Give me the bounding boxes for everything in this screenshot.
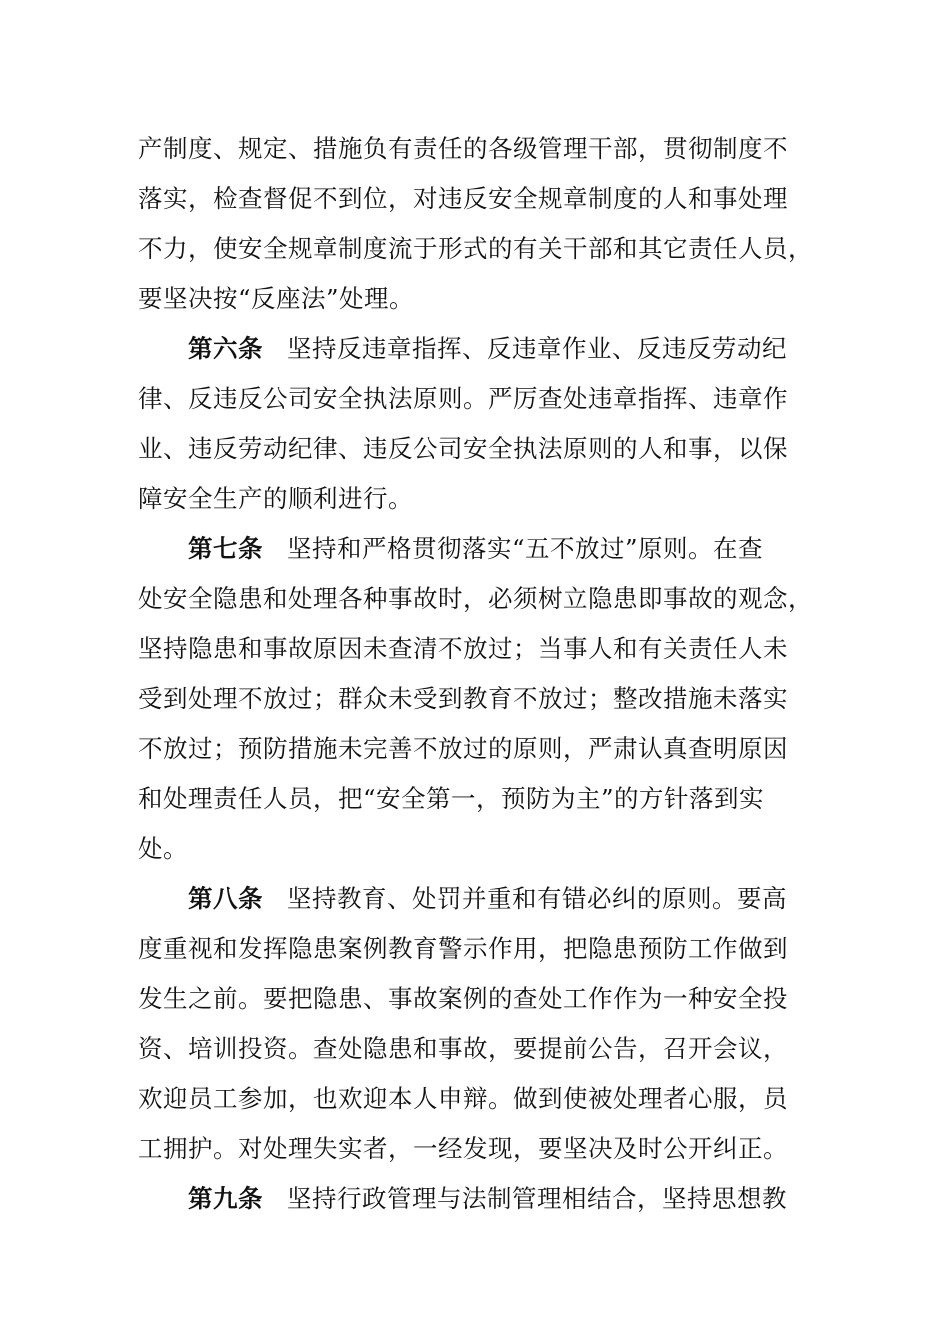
- article-label: 第七条: [188, 534, 263, 563]
- text-line: 产制度、规定、措施负有责任的各级管理干部，贯彻制度不: [138, 134, 788, 163]
- text-line: 处。: [138, 834, 188, 863]
- article-label: 第八条: [188, 884, 263, 913]
- text-line: 落实，检查督促不到位，对违反安全规章制度的人和事处理: [138, 184, 788, 213]
- text-line: [138, 874, 828, 924]
- article-8: [138, 874, 828, 1174]
- text-line: 工拥护。对处理失实者，一经发现，要坚决及时公开纠正。: [138, 1134, 788, 1163]
- text-line: 和处理责任人员，把“安全第一，预防为主”的方针落到实: [138, 784, 765, 813]
- text-line: 欢迎员工参加，也欢迎本人申辩。做到使被处理者心服，员: [138, 1084, 788, 1113]
- text-line: 不力，使安全规章制度流于形式的有关干部和其它责任人员，: [138, 234, 813, 263]
- text-line: 坚持隐患和事故原因未查清不放过；当事人和有关责任人未: [138, 634, 788, 663]
- text-line: 发生之前。要把隐患、事故案例的查处工作作为一种安全投: [138, 984, 788, 1013]
- document-body: [138, 124, 828, 1224]
- article-label: 第九条: [188, 1184, 263, 1213]
- article-text: 坚持教育、处罚并重和有错必纠的原则。要高: [287, 884, 787, 913]
- text-line: 度重视和发挥隐患案例教育警示作用，把隐患预防工作做到: [138, 934, 788, 963]
- text-line: 律、反违反公司安全执法原则。严厉查处违章指挥、违章作: [138, 384, 788, 413]
- text-line: [138, 524, 828, 574]
- text-line: 处安全隐患和处理各种事故时，必须树立隐患即事故的观念，: [138, 584, 813, 613]
- article-text: 坚持反违章指挥、反违章作业、反违反劳动纪: [287, 334, 787, 363]
- text-line: 不放过；预防措施未完善不放过的原则，严肃认真查明原因: [138, 734, 788, 763]
- paragraph-continuation: [138, 124, 828, 324]
- article-9: [138, 1174, 828, 1224]
- article-label: 第六条: [188, 334, 263, 363]
- article-text: 坚持和严格贯彻落实“五不放过”原则。在查: [287, 534, 764, 563]
- article-text: 坚持行政管理与法制管理相结合，坚持思想教: [287, 1184, 787, 1213]
- text-line: [138, 324, 828, 374]
- article-7: [138, 524, 828, 874]
- text-line: 资、培训投资。查处隐患和事故，要提前公告，召开会议，: [138, 1034, 788, 1063]
- text-line: 受到处理不放过；群众未受到教育不放过；整改措施未落实: [138, 684, 788, 713]
- text-line: 业、违反劳动纪律、违反公司安全执法原则的人和事，以保: [138, 434, 788, 463]
- text-line: 要坚决按“反座法”处理。: [138, 284, 415, 313]
- text-line: 障安全生产的顺利进行。: [138, 484, 413, 513]
- article-6: [138, 324, 828, 524]
- text-line: [138, 1174, 828, 1224]
